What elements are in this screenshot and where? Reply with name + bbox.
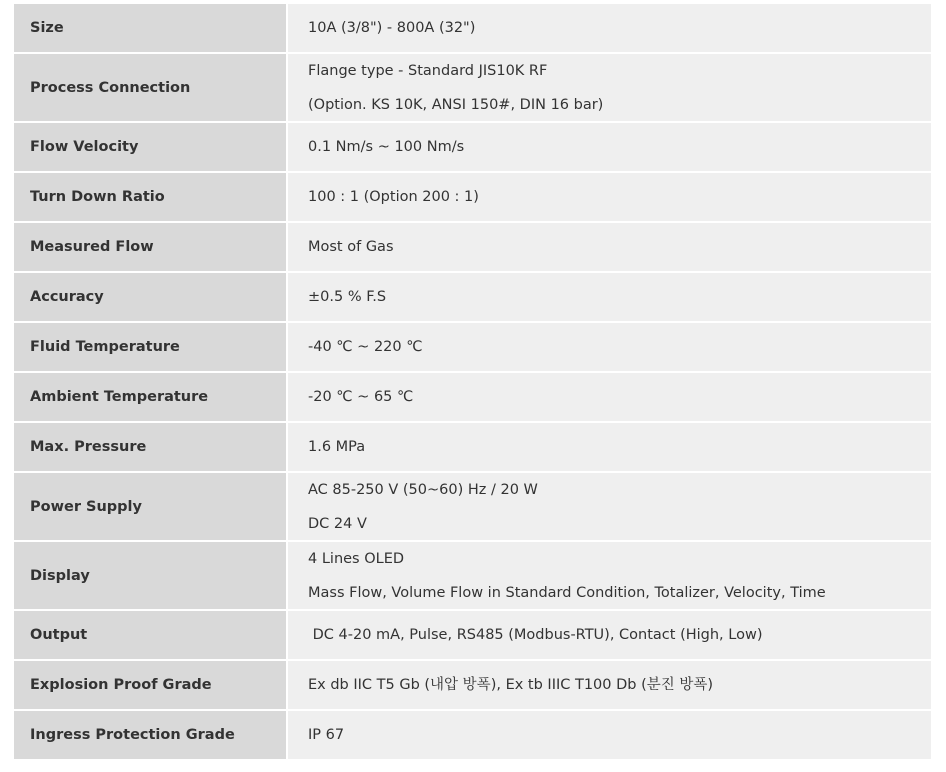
spec-value xyxy=(288,173,931,221)
spec-label: Fluid Temperature xyxy=(14,323,288,371)
spec-value-line: Most of Gas xyxy=(308,239,394,255)
spec-value-line: Flange type - Standard JIS10K RF xyxy=(308,62,548,79)
spec-row-measured-flow xyxy=(14,223,931,273)
spec-row-turn-down-ratio xyxy=(14,173,931,223)
spec-value-line: -20 ℃ ~ 65 ℃ xyxy=(308,389,414,405)
spec-row-output xyxy=(14,611,931,661)
spec-value xyxy=(288,273,931,321)
spec-value xyxy=(288,4,931,52)
spec-value-line: IP 67 xyxy=(308,727,345,743)
spec-value-line: Ex db IIC T5 Gb (내압 방폭), Ex tb IIIC T100 Db (분진 방폭) xyxy=(308,677,714,693)
spec-row-power-supply xyxy=(14,473,931,542)
spec-row-size xyxy=(14,4,931,54)
spec-value-line: 0.1 Nm/s ~ 100 Nm/s xyxy=(308,139,465,155)
spec-label: Turn Down Ratio xyxy=(14,173,288,221)
spec-label: Measured Flow xyxy=(14,223,288,271)
spec-value-line: 1.6 MPa xyxy=(308,439,366,455)
spec-value-line: Mass Flow, Volume Flow in Standard Condition, Totalizer, Velocity, Time xyxy=(308,584,826,601)
spec-label: Flow Velocity xyxy=(14,123,288,171)
spec-row-explosion-proof-grade xyxy=(14,661,931,711)
spec-label: Max. Pressure xyxy=(14,423,288,471)
spec-value xyxy=(288,323,931,371)
spec-value xyxy=(288,223,931,271)
spec-value-line: 100 : 1 (Option 200 : 1) xyxy=(308,189,479,205)
spec-value-line: (Option. KS 10K, ANSI 150#, DIN 16 bar) xyxy=(308,96,604,113)
spec-row-process-connection xyxy=(14,54,931,123)
spec-row-ingress-protection-grade xyxy=(14,711,931,761)
spec-value-line: -40 ℃ ~ 220 ℃ xyxy=(308,339,423,355)
spec-label: Power Supply xyxy=(14,473,288,540)
spec-value-line: 10A (3/8") - 800A (32") xyxy=(308,20,476,36)
spec-label: Display xyxy=(14,542,288,609)
spec-value-line: DC 24 V xyxy=(308,515,367,532)
spec-row-accuracy xyxy=(14,273,931,323)
spec-value-line: AC 85-250 V (50~60) Hz / 20 W xyxy=(308,481,538,498)
spec-row-display xyxy=(14,542,931,611)
spec-row-flow-velocity xyxy=(14,123,931,173)
spec-label: Size xyxy=(14,4,288,52)
spec-row-ambient-temperature xyxy=(14,373,931,423)
spec-value xyxy=(288,123,931,171)
spec-value-line: DC 4-20 mA, Pulse, RS485 (Modbus-RTU), Contact (High, Low) xyxy=(308,627,763,643)
spec-value xyxy=(288,611,931,659)
spec-value xyxy=(288,373,931,421)
spec-row-fluid-temperature xyxy=(14,323,931,373)
spec-value-line: ±0.5 % F.S xyxy=(308,289,387,305)
spec-label: Process Connection xyxy=(14,54,288,121)
spec-label: Ingress Protection Grade xyxy=(14,711,288,759)
spec-value xyxy=(288,423,931,471)
spec-value xyxy=(288,542,931,609)
spec-value xyxy=(288,473,931,540)
spec-label: Ambient Temperature xyxy=(14,373,288,421)
spec-value xyxy=(288,661,931,709)
spec-label: Explosion Proof Grade xyxy=(14,661,288,709)
spec-label: Accuracy xyxy=(14,273,288,321)
spec-value xyxy=(288,54,931,121)
spec-value xyxy=(288,711,931,759)
spec-table xyxy=(14,4,931,761)
spec-label: Output xyxy=(14,611,288,659)
spec-row-max-pressure xyxy=(14,423,931,473)
spec-value-line: 4 Lines OLED xyxy=(308,550,405,567)
